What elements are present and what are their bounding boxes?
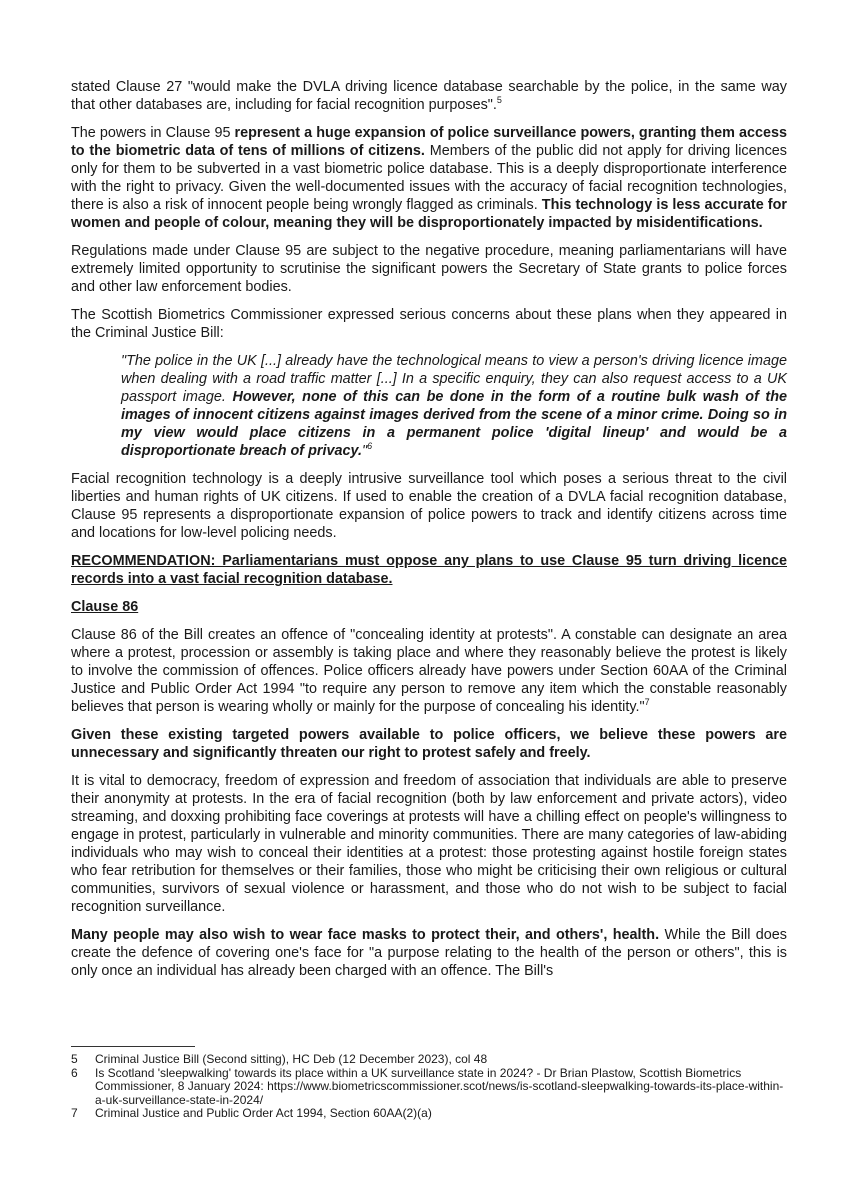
footnote-divider bbox=[71, 1046, 195, 1047]
footnote-number: 5 bbox=[71, 1052, 78, 1066]
block-quote bbox=[121, 352, 787, 460]
footnote-text: Criminal Justice Bill (Second sitting), HC Deb (12 December 2023), col 48 bbox=[95, 1052, 488, 1066]
footnotes bbox=[71, 1046, 787, 1121]
footnote-7 bbox=[71, 1107, 787, 1121]
quote-text-a: The police in the UK [...] already have the technological means to view a person's driving licence image when dealing with a road traffic matter [...] In a specific enquiry, they can also request access to a UK passport image. bbox=[121, 353, 787, 405]
footnote-6 bbox=[71, 1067, 787, 1108]
quote-close-mark: " bbox=[361, 443, 368, 459]
paragraph-7-bold: Given these existing targeted powers available to police officers, we believe these powers are unnecessary and significantly threaten our right to protest safely and freely. bbox=[71, 727, 787, 761]
paragraph-8: It is vital to democracy, freedom of expression and freedom of association that individuals are able to preserve their anonymity at protests. In the era of facial recognition (both by law enforcement and private actors), video streaming, and doxxing prohibiting face coverings at protests will have a chilling effect on people's willingness to engage in protest, particularly in vulnerable and minority communities. There are many categories of law-abiding individuals who may wish to conceal their identities at a protest: those protesting against hostile foreign states who fear retribution for themselves or their families, those who might be criticising their own religious or cultural communities, survivors of sexual violence or harassment, and those who do not wish to be subject to facial recognition surveillance. bbox=[71, 773, 787, 915]
paragraph-2 bbox=[71, 124, 787, 232]
footnote-text: Is Scotland 'sleepwalking' towards its place within a UK surveillance state in 2024? - Dr Brian Plastow, Scottish Biometrics Commissioner, 8 January 2024: https://www.biometricscommissioner.scot/news/is-scotland-sleepwalking-towards-its-place-within-a-uk-surveillance-state-in-2024/ bbox=[95, 1065, 784, 1107]
paragraph-2-bold-b: This technology is less accurate for women and people of colour, meaning they will be disproportionately impacted by misidentifications. bbox=[71, 197, 787, 231]
paragraph-5: Facial recognition technology is a deeply intrusive surveillance tool which poses a serious threat to the civil liberties and human rights of UK citizens. If used to enable the creation of a DVLA facial recognition database, Clause 95 represents a disproportionate expansion of police powers to track and identify citizens across time and locations for low-level policing needs. bbox=[71, 471, 787, 541]
section-heading: Clause 86 bbox=[71, 599, 139, 615]
quote-bold: However, none of this can be done in the form of a routine bulk wash of the images of innocent citizens against images derived from the scene of a minor crime. Doing so in my view would place citizens in a permanent police 'digital lineup' and would be a disproportionate breach of privacy. bbox=[121, 389, 787, 459]
footnote-text: Criminal Justice and Public Order Act 1994, Section 60AA(2)(a) bbox=[95, 1106, 432, 1120]
paragraph-2-text-a: The powers in Clause 95 bbox=[71, 125, 235, 141]
footnote-number: 7 bbox=[71, 1106, 78, 1120]
paragraph-1-text: stated Clause 27 "would make the DVLA driving licence database searchable by the police, in the same way that other databases are, including for facial recognition purposes". bbox=[71, 79, 787, 113]
paragraph-7 bbox=[71, 726, 787, 762]
paragraph-6 bbox=[71, 626, 787, 716]
footnote-ref-7[interactable]: 7 bbox=[644, 697, 650, 708]
paragraph-9-text: While the Bill does create the defence of covering one's face for "a purpose relating to the health of the person or others", this is only once an individual has already been charged with an offence. The Bill's bbox=[71, 927, 787, 979]
footnote-ref-5[interactable]: 5 bbox=[496, 95, 502, 106]
footnote-number: 6 bbox=[71, 1065, 78, 1080]
paragraph-2-text-b: Members of the public did not apply for driving licences only for them to be subverted in a vast biometric police database. This is a deeply disproportionate interference with the right to privacy. Given the well-documented issues with the accuracy of facial recognition technologies, there is also a risk of innocent people being wrongly flagged as criminals. bbox=[71, 143, 787, 213]
recommendation: RECOMMENDATION: Parliamentarians must oppose any plans to use Clause 95 turn driving licence records into a vast facial recognition database. bbox=[71, 553, 787, 587]
footnote-5 bbox=[71, 1053, 787, 1067]
footnote-ref-6[interactable]: 6 bbox=[367, 441, 373, 452]
document-body bbox=[71, 78, 787, 990]
paragraph-2-bold-a: represent a huge expansion of police surveillance powers, granting them access to the biometric data of tens of millions of citizens. bbox=[71, 125, 787, 159]
quote-open-mark: " bbox=[121, 353, 127, 369]
paragraph-6-text: Clause 86 of the Bill creates an offence of "concealing identity at protests". A constable can designate an area where a protest, procession or assembly is taking place and where they reasonably believe the protest is likely to involve the commission of offences. Police officers already have powers under Section 60AA of the Criminal Justice and Public Order Act 1994 "to require any person to remove any item which the constable reasonably believes that person is wearing wholly or mainly for the purpose of concealing his identity." bbox=[71, 627, 787, 715]
paragraph-3: Regulations made under Clause 95 are subject to the negative procedure, meaning parliamentarians will have extremely limited opportunity to scrutinise the significant powers the Secretary of State grants to police forces and other law enforcement bodies. bbox=[71, 243, 787, 295]
paragraph-9-bold: Many people may also wish to wear face masks to protect their, and others', health. bbox=[71, 927, 660, 943]
paragraph-4: The Scottish Biometrics Commissioner expressed serious concerns about these plans when they appeared in the Criminal Justice Bill: bbox=[71, 307, 787, 341]
paragraph-9 bbox=[71, 926, 787, 980]
paragraph-1 bbox=[71, 78, 787, 114]
